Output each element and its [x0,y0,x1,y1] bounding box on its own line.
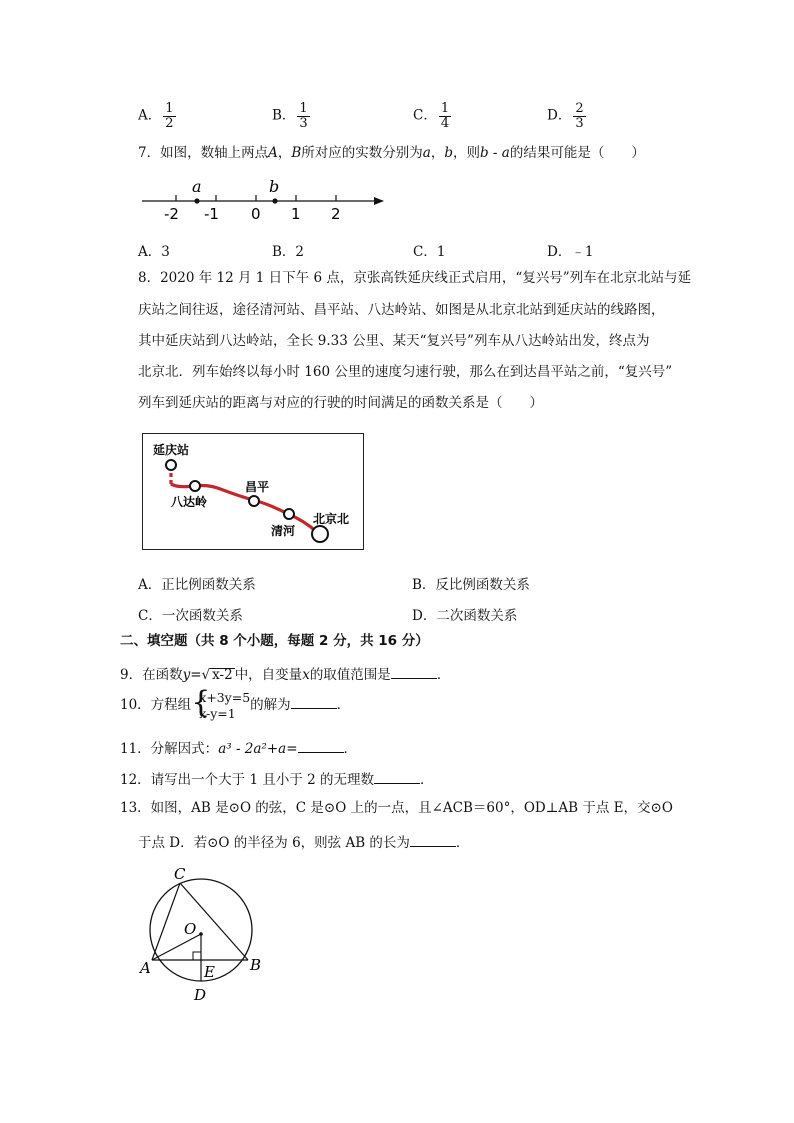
equation-1: x+3y=5 [199,690,251,705]
point-b-label: b [269,177,280,196]
station-changping [249,496,259,506]
label-a: A [140,959,151,977]
q9-radicand: x-2 [212,667,233,683]
q6-option-d [547,102,586,130]
q7-var-A: A [268,145,278,161]
q9 [120,666,450,683]
q13-text: 于点 D．若⊙O 的半径为 6，则弦 AB 的长为 [138,835,410,851]
arrow-icon [374,197,384,205]
label-d: D [194,986,207,1004]
q7-option-c: C．1 [413,244,446,260]
tick-label: 1 [291,205,301,223]
label-changping: 昌平 [245,480,270,494]
denominator: 3 [299,115,308,131]
segment-ca [152,883,180,960]
q13-line: 13．如图，AB 是⊙O 的弦，C 是⊙O 上的一点，且∠ACB＝60°，OD⊥AB 于点 E，交⊙O [120,800,673,816]
station-beijingbei [312,526,328,542]
q9-end: ． [436,667,451,683]
fraction [297,102,309,130]
q8-line: 8．2020 年 12 月 1 日下午 6 点，京张高铁延庆线正式启用，“复兴号”列车在北京北站与延 [138,270,692,286]
q7-var-B: B [291,145,302,161]
q11-text: 11．分解因式： [120,741,219,757]
q10-text: 的解为 [250,697,291,714]
denominator: 2 [165,115,174,131]
q7-expr: b - a [479,145,510,161]
q12-text: 12．请写出一个大于 1 且小于 2 的无理数 [120,772,375,788]
q13-line2 [138,834,469,851]
circle-figure [136,862,276,1010]
label-o: O [184,920,197,938]
q10-text: 10．方程组 [120,697,192,714]
answer-blank[interactable] [410,834,456,847]
q13-end: ． [455,835,470,851]
station-badaling [190,481,200,491]
label-beijingbei: 北京北 [313,512,350,526]
q8-option-d: D．二次函数关系 [412,608,518,624]
q8-line: 庆站之间往返，途径清河站、昌平站、八达岭站、如图是从北京北站到延庆站的线路图， [138,302,665,318]
sqrt-sign: √ [201,667,211,683]
q8-line: 列车到延庆站的距离与对应的行驶的时间满足的函数关系是（ ） [138,395,543,411]
q11 [120,740,357,757]
q12-end: ． [420,772,434,788]
label-yanqing: 延庆站 [153,443,190,457]
denominator: 4 [440,115,450,131]
section-heading: 二、填空题（共 8 个小题，每题 2 分，共 16 分） [120,633,429,649]
q8-line: 其中延庆站到八达岭站，全长 9.33 公里、某天“复兴号”列车从八达岭站出发，终点为 [138,333,650,349]
tick-label: 2 [331,205,341,223]
q7-var-a: a [422,145,431,161]
option-label: A． [138,107,162,124]
point-a [194,198,199,203]
label-c: C [174,865,186,883]
q7-text: 所对应的实数分别为 [301,145,423,161]
equation-system [191,685,251,721]
numerator: 1 [165,101,174,116]
q9-text: 中，自变量 [234,667,303,683]
option-label: B． [272,107,296,124]
center-point [199,932,203,936]
label-b: B [250,956,262,974]
label-qinghe: 清河 [271,524,296,538]
q9-var-x: x [302,667,310,683]
q7-stem: 7．如图，数轴上两点A，B所对应的实数分别为a，b，则b - a的结果可能是（ ） [138,145,645,161]
q7-option-a: A．3 [138,244,170,260]
right-angle-mark [193,952,201,960]
q8-line: 北京北．列车始终以每小时 160 公里的速度匀速行驶，那么在到达昌平站之前，“复兴号” [138,364,673,380]
tick-label: 0 [251,205,261,223]
denominator: 3 [575,115,584,131]
q6-option-c [413,102,451,130]
q7-text: 7．如图，数轴上两点 [138,145,269,161]
label-e: E [204,963,215,981]
option-label: D． [547,107,572,124]
q10-end: ． [336,697,351,714]
station-qinghe [284,509,294,519]
q7-option-b: B．2 [272,244,305,260]
tick-label: -2 [164,205,179,223]
tick-label: -1 [204,205,219,223]
numerator: 2 [575,101,584,116]
q9-var-y: y [182,667,191,683]
q8-option-a: A．正比例函数关系 [138,577,256,593]
station-yanqing [166,460,176,470]
q9-text: 的取值范围是 [309,667,391,683]
number-line-figure [138,174,393,226]
answer-blank[interactable] [291,696,337,709]
q7-option-d: D．﹣1 [547,244,594,260]
q7-var-b: b [444,145,453,161]
numerator: 1 [440,101,450,116]
q12 [120,771,434,788]
brace-icon: { [191,685,211,720]
q9-eq: = [190,667,202,683]
point-b [272,198,277,203]
answer-blank[interactable] [391,666,437,679]
point-a-label: a [192,177,202,196]
railway-map-svg [143,434,362,548]
q8-option-b: B．反比例函数关系 [412,577,530,593]
q10 [120,685,351,721]
q7-text: 的结果可能是（ ） [509,145,645,161]
answer-blank[interactable] [298,740,344,753]
q11-expr: a³ - 2a²+a= [218,741,298,757]
option-label: C． [413,107,437,124]
fraction [163,102,175,130]
numerator: 1 [299,101,308,116]
q6-option-a [138,102,176,130]
railway-map [142,433,364,550]
fraction [573,102,585,130]
q9-text: 9．在函数 [120,667,183,683]
answer-blank[interactable] [374,771,420,784]
q8-option-c: C．一次函数关系 [138,608,243,624]
fraction [439,102,451,130]
label-badaling: 八达岭 [171,495,208,509]
q11-end: ． [343,741,358,757]
equation-2: x-y=1 [199,705,236,721]
q6-option-b [272,102,310,130]
